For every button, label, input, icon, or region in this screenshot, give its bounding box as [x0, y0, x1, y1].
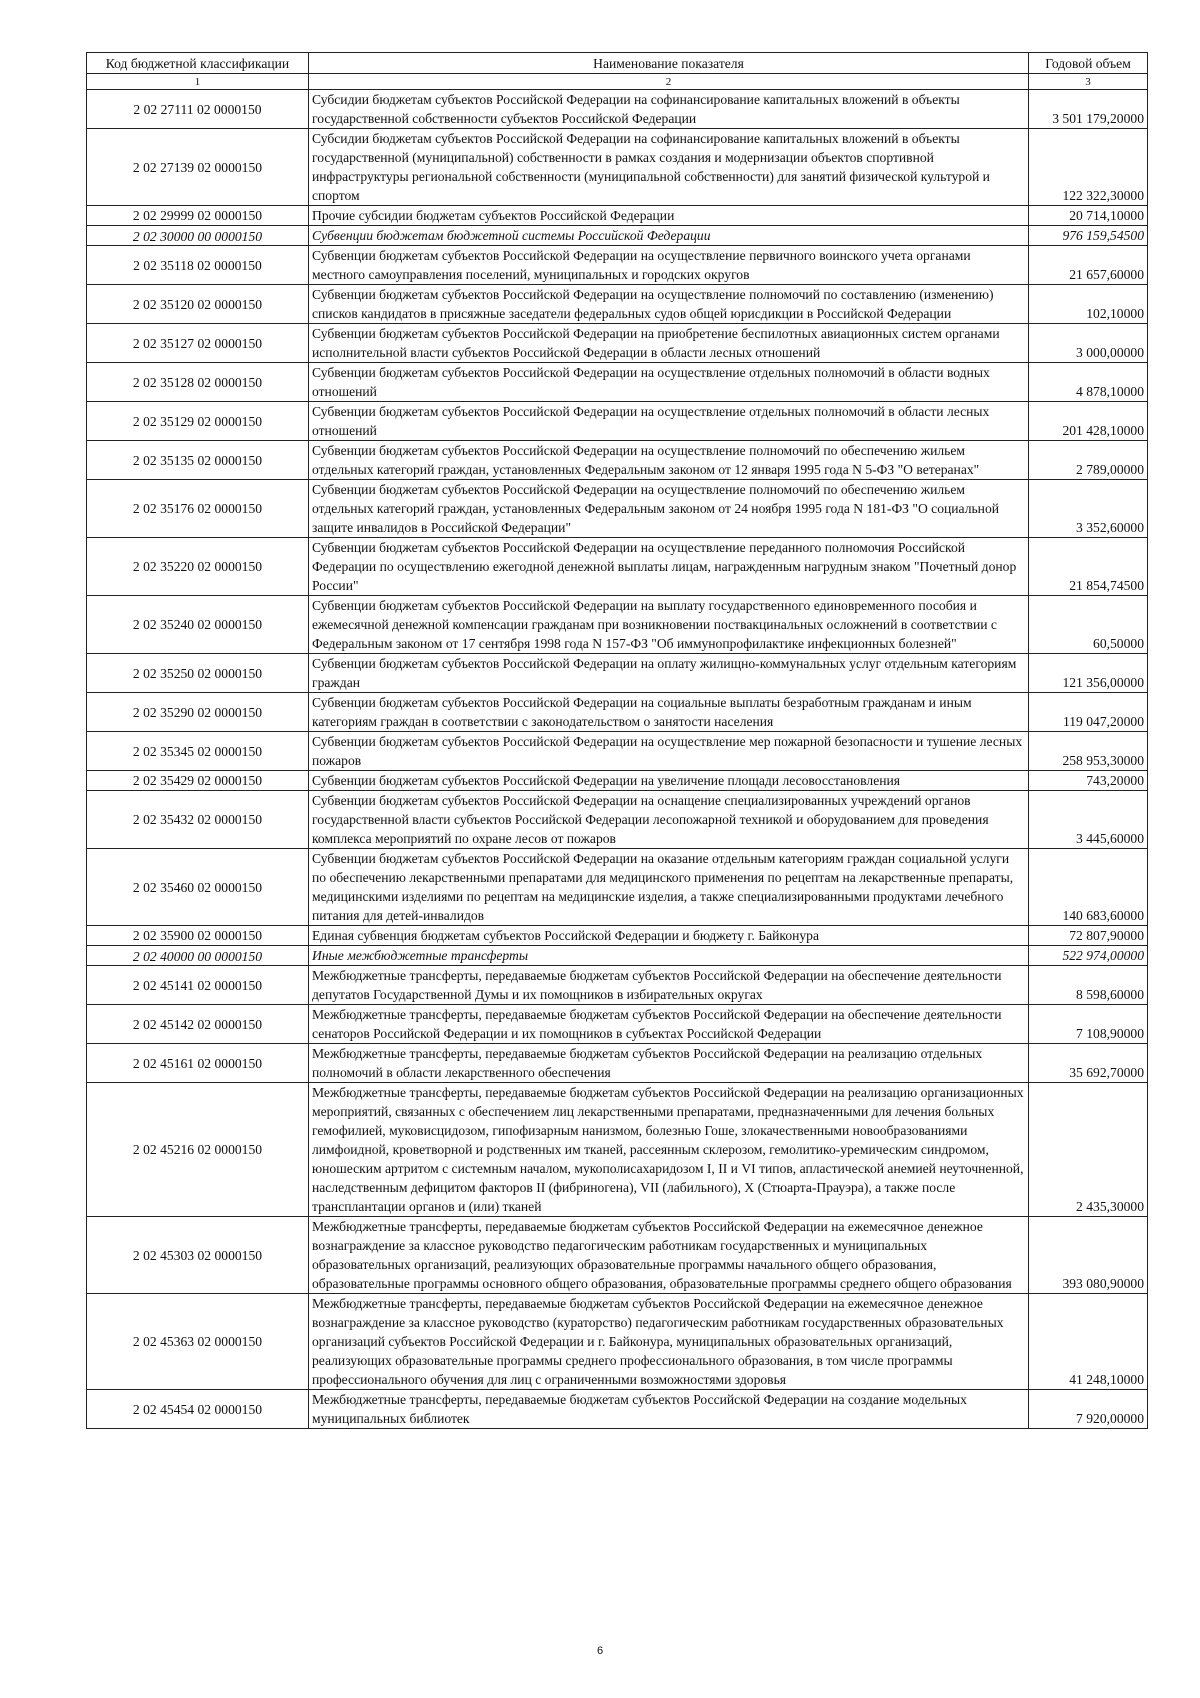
header-amount: Годовой объем — [1029, 53, 1148, 74]
table-row — [87, 966, 1148, 1005]
row-code: 2 02 35128 02 0000150 — [87, 363, 309, 402]
table-row — [87, 285, 1148, 324]
row-code: 2 02 45454 02 0000150 — [87, 1390, 309, 1429]
row-name: Субвенции бюджетам субъектов Российской Федерации на оплату жилищно-коммунальных услуг отдельным категориям граждан — [309, 654, 1029, 693]
header-name: Наименование показателя — [309, 53, 1029, 74]
row-amount: 522 974,00000 — [1029, 946, 1148, 966]
row-amount: 3 000,00000 — [1029, 324, 1148, 363]
table-row — [87, 1390, 1148, 1429]
row-name: Прочие субсидии бюджетам субъектов Российской Федерации — [309, 206, 1029, 226]
table-head — [87, 53, 1148, 90]
row-amount: 41 248,10000 — [1029, 1294, 1148, 1390]
row-name: Субсидии бюджетам субъектов Российской Федерации на софинансирование капитальных вложений в объекты государственной (муниципальной) собственности в рамках создания и модернизации объектов спортивной инфраструктуры региональной собственности (муниципальной собственности) для занятий физической культурой и спортом — [309, 129, 1029, 206]
row-amount: 976 159,54500 — [1029, 226, 1148, 246]
budget-table — [86, 52, 1148, 1429]
row-name: Межбюджетные трансферты, передаваемые бюджетам субъектов Российской Федерации на создание модельных муниципальных библиотек — [309, 1390, 1029, 1429]
row-name: Субвенции бюджетам субъектов Российской Федерации на осуществление полномочий по составлению (изменению) списков кандидатов в присяжные заседатели федеральных судов общей юрисдикции в Российской Федерации — [309, 285, 1029, 324]
row-amount: 3 352,60000 — [1029, 480, 1148, 538]
row-name: Субвенции бюджетам субъектов Российской Федерации на осуществление переданного полномочия Российской Федерации по осуществлению ежегодной денежной выплаты лицам, награжденным нагрудным знаком "Почетный донор России" — [309, 538, 1029, 596]
table-row — [87, 1005, 1148, 1044]
row-name: Субсидии бюджетам субъектов Российской Федерации на софинансирование капитальных вложений в объекты государственной собственности субъектов Российской Федерации — [309, 90, 1029, 129]
table-row — [87, 129, 1148, 206]
table-row — [87, 1294, 1148, 1390]
table-row — [87, 1044, 1148, 1083]
table-row — [87, 849, 1148, 926]
row-code: 2 02 35118 02 0000150 — [87, 246, 309, 285]
table-row — [87, 402, 1148, 441]
row-name: Субвенции бюджетам субъектов Российской Федерации на выплату государственного единовременного пособия и ежемесячной денежной компенсации гражданам при возникновении поствакцинальных осложнений в соответствии с Федеральным законом от 17 сентября 1998 года N 157-ФЗ "Об иммунопрофилактике инфекционных болезней" — [309, 596, 1029, 654]
header-row — [87, 53, 1148, 74]
row-code: 2 02 35250 02 0000150 — [87, 654, 309, 693]
row-amount: 21 657,60000 — [1029, 246, 1148, 285]
row-amount: 3 501 179,20000 — [1029, 90, 1148, 129]
row-amount: 102,10000 — [1029, 285, 1148, 324]
row-code: 2 02 35127 02 0000150 — [87, 324, 309, 363]
row-code: 2 02 30000 00 0000150 — [87, 226, 309, 246]
row-code: 2 02 45141 02 0000150 — [87, 966, 309, 1005]
row-code: 2 02 35432 02 0000150 — [87, 791, 309, 849]
table-row — [87, 693, 1148, 732]
row-amount: 121 356,00000 — [1029, 654, 1148, 693]
table-row — [87, 206, 1148, 226]
page-number: 6 — [596, 1645, 604, 1657]
row-amount: 8 598,60000 — [1029, 966, 1148, 1005]
row-amount: 140 683,60000 — [1029, 849, 1148, 926]
row-name: Субвенции бюджетам субъектов Российской Федерации на осуществление отдельных полномочий в области лесных отношений — [309, 402, 1029, 441]
table-row — [87, 246, 1148, 285]
row-code: 2 02 35129 02 0000150 — [87, 402, 309, 441]
row-amount: 258 953,30000 — [1029, 732, 1148, 771]
row-code: 2 02 35240 02 0000150 — [87, 596, 309, 654]
row-code: 2 02 29999 02 0000150 — [87, 206, 309, 226]
row-name: Межбюджетные трансферты, передаваемые бюджетам субъектов Российской Федерации на обеспечение деятельности сенаторов Российской Федерации и их помощников в субъектах Российской Федерации — [309, 1005, 1029, 1044]
row-name: Субвенции бюджетам субъектов Российской Федерации на приобретение беспилотных авиационных систем органами исполнительной власти субъектов Российской Федерации в области лесных отношений — [309, 324, 1029, 363]
table-row — [87, 732, 1148, 771]
table-row — [87, 538, 1148, 596]
row-amount: 35 692,70000 — [1029, 1044, 1148, 1083]
row-amount: 4 878,10000 — [1029, 363, 1148, 402]
table-row — [87, 363, 1148, 402]
row-code: 2 02 45216 02 0000150 — [87, 1083, 309, 1217]
column-number: 2 — [309, 74, 1029, 90]
table-group-row — [87, 946, 1148, 966]
row-code: 2 02 35345 02 0000150 — [87, 732, 309, 771]
row-name: Субвенции бюджетам субъектов Российской Федерации на осуществление первичного воинского учета органами местного самоуправления поселений, муниципальных и городских округов — [309, 246, 1029, 285]
table-row — [87, 324, 1148, 363]
table-row — [87, 771, 1148, 791]
table-row — [87, 441, 1148, 480]
row-code: 2 02 40000 00 0000150 — [87, 946, 309, 966]
row-name: Субвенции бюджетам субъектов Российской Федерации на осуществление полномочий по обеспечению жильем отдельных категорий граждан, установленных Федеральным законом от 24 ноября 1995 года N 181-ФЗ "О социальной защите инвалидов в Российской Федерации" — [309, 480, 1029, 538]
row-amount: 201 428,10000 — [1029, 402, 1148, 441]
column-number-row — [87, 74, 1148, 90]
column-number: 1 — [87, 74, 309, 90]
table-row — [87, 596, 1148, 654]
row-amount: 7 920,00000 — [1029, 1390, 1148, 1429]
row-code: 2 02 35290 02 0000150 — [87, 693, 309, 732]
row-amount: 743,20000 — [1029, 771, 1148, 791]
row-amount: 2 435,30000 — [1029, 1083, 1148, 1217]
table-group-row — [87, 226, 1148, 246]
column-number: 3 — [1029, 74, 1148, 90]
row-code: 2 02 35429 02 0000150 — [87, 771, 309, 791]
row-name: Иные межбюджетные трансферты — [309, 946, 1029, 966]
row-amount: 393 080,90000 — [1029, 1217, 1148, 1294]
row-name: Межбюджетные трансферты, передаваемые бюджетам субъектов Российской Федерации на ежемесячное денежное вознаграждение за классное руководство педагогическим работникам государственных и муниципальных образовательных организаций, реализующих образовательные программы начального общего образования, образовательные программы основного общего образования, образовательные программы среднего общего образования — [309, 1217, 1029, 1294]
row-code: 2 02 35220 02 0000150 — [87, 538, 309, 596]
row-amount: 21 854,74500 — [1029, 538, 1148, 596]
row-code: 2 02 35176 02 0000150 — [87, 480, 309, 538]
table-row — [87, 1217, 1148, 1294]
row-name: Межбюджетные трансферты, передаваемые бюджетам субъектов Российской Федерации на обеспечение деятельности депутатов Государственной Думы и их помощников в избирательных округах — [309, 966, 1029, 1005]
table-row — [87, 654, 1148, 693]
row-code: 2 02 27139 02 0000150 — [87, 129, 309, 206]
row-name: Межбюджетные трансферты, передаваемые бюджетам субъектов Российской Федерации на ежемесячное денежное вознаграждение за классное руководство (кураторство) педагогическим работникам государственных образовательных организаций субъектов Российской Федерации и г. Байконура, муниципальных образовательных организаций, реализующих образовательные программы среднего профессионального образования, в том числе программы профессионального обучения для лиц с ограниченными возможностями здоровья — [309, 1294, 1029, 1390]
table-row — [87, 791, 1148, 849]
row-code: 2 02 35135 02 0000150 — [87, 441, 309, 480]
table-row — [87, 480, 1148, 538]
table-row — [87, 926, 1148, 946]
row-amount: 122 322,30000 — [1029, 129, 1148, 206]
row-amount: 20 714,10000 — [1029, 206, 1148, 226]
row-name: Субвенции бюджетам субъектов Российской Федерации на осуществление полномочий по обеспечению жильем отдельных категорий граждан, установленных Федеральным законом от 12 января 1995 года N 5-ФЗ "О ветеранах" — [309, 441, 1029, 480]
row-code: 2 02 45161 02 0000150 — [87, 1044, 309, 1083]
row-name: Межбюджетные трансферты, передаваемые бюджетам субъектов Российской Федерации на реализацию организационных мероприятий, связанных с обеспечением лиц лекарственными препаратами, предназначенными для лечения больных гемофилией, муковисцидозом, гипофизарным нанизмом, болезнью Гоше, злокачественными новообразованиями лимфоидной, кроветворной и родственных им тканей, рассеянным склерозом, гемолитико-уремическим синдромом, юношеским артритом с системным началом, мукополисахаридозом I, II и VI типов, апластической анемией неуточненной, наследственным дефицитом факторов II (фибриногена), VII (лабильного), X (Стюарта-Прауэра), а также после трансплантации органов и (или) тканей — [309, 1083, 1029, 1217]
row-name: Субвенции бюджетам субъектов Российской Федерации на увеличение площади лесовосстановления — [309, 771, 1029, 791]
row-amount: 119 047,20000 — [1029, 693, 1148, 732]
row-amount: 3 445,60000 — [1029, 791, 1148, 849]
row-amount: 7 108,90000 — [1029, 1005, 1148, 1044]
table-body — [87, 90, 1148, 1429]
row-code: 2 02 45303 02 0000150 — [87, 1217, 309, 1294]
row-name: Субвенции бюджетам субъектов Российской Федерации на оснащение специализированных учреждений органов государственной власти субъектов Российской Федерации лесопожарной техникой и оборудованием для проведения комплекса мероприятий по охране лесов от пожаров — [309, 791, 1029, 849]
row-name: Субвенции бюджетам субъектов Российской Федерации на осуществление мер пожарной безопасности и тушение лесных пожаров — [309, 732, 1029, 771]
row-amount: 2 789,00000 — [1029, 441, 1148, 480]
row-name: Субвенции бюджетам субъектов Российской Федерации на осуществление отдельных полномочий в области водных отношений — [309, 363, 1029, 402]
row-code: 2 02 27111 02 0000150 — [87, 90, 309, 129]
header-code: Код бюджетной классификации — [87, 53, 309, 74]
row-name: Межбюджетные трансферты, передаваемые бюджетам субъектов Российской Федерации на реализацию отдельных полномочий в области лекарственного обеспечения — [309, 1044, 1029, 1083]
row-code: 2 02 45363 02 0000150 — [87, 1294, 309, 1390]
row-name: Единая субвенция бюджетам субъектов Российской Федерации и бюджету г. Байконура — [309, 926, 1029, 946]
row-code: 2 02 35120 02 0000150 — [87, 285, 309, 324]
row-code: 2 02 35460 02 0000150 — [87, 849, 309, 926]
row-amount: 72 807,90000 — [1029, 926, 1148, 946]
row-name: Субвенции бюджетам субъектов Российской Федерации на оказание отдельным категориям граждан социальной услуги по обеспечению лекарственными препаратами для медицинского применения по рецептам на лекарственные препараты, медицинскими изделиями по рецептам на медицинские изделия, а также специализированными продуктами лечебного питания для детей-инвалидов — [309, 849, 1029, 926]
row-code: 2 02 45142 02 0000150 — [87, 1005, 309, 1044]
row-amount: 60,50000 — [1029, 596, 1148, 654]
row-code: 2 02 35900 02 0000150 — [87, 926, 309, 946]
table-row — [87, 90, 1148, 129]
row-name: Субвенции бюджетам бюджетной системы Российской Федерации — [309, 226, 1029, 246]
table-row — [87, 1083, 1148, 1217]
row-name: Субвенции бюджетам субъектов Российской Федерации на социальные выплаты безработным гражданам и иным категориям граждан в соответствии с законодательством о занятости населения — [309, 693, 1029, 732]
